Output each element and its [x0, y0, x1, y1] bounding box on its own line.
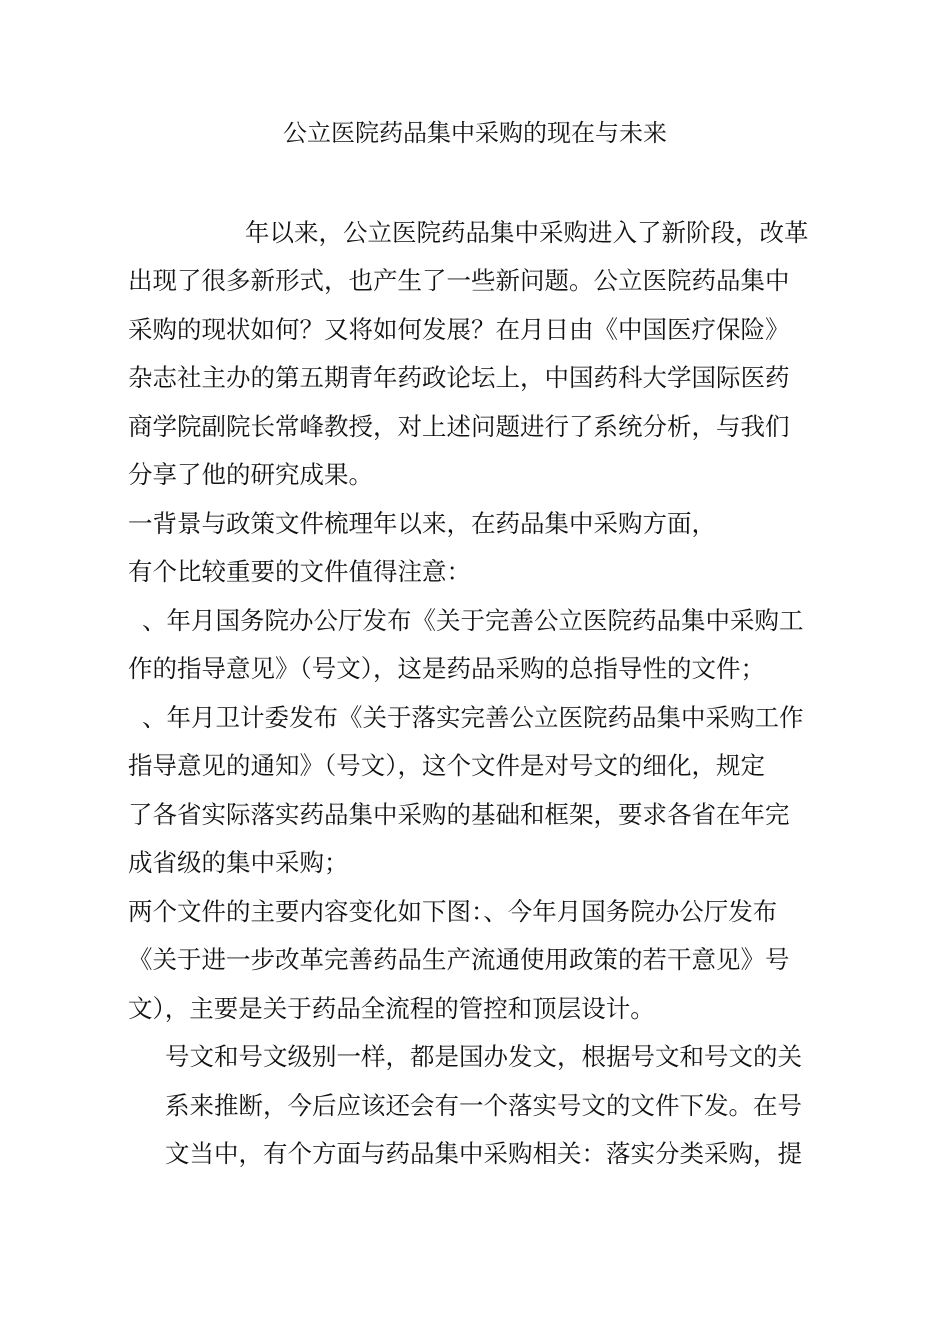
- indented-paragraph-line: 系来推断，今后应该还会有一个落实号文的文件下发。在号: [165, 1091, 802, 1120]
- list-item-line: 、年月卫计委发布《关于落实完善公立医院药品集中采购工作: [142, 703, 804, 732]
- paragraph-line: 采购的现状如何？又将如何发展？在月日由《中国医疗保险》: [128, 315, 790, 344]
- paragraph-line: 文），主要是关于药品全流程的管控和顶层设计。: [128, 994, 655, 1023]
- paragraph-line: 了各省实际落实药品集中采购的基础和框架，要求各省在年完: [128, 800, 790, 829]
- document-title: 公立医院药品集中采购的现在与未来: [283, 119, 667, 147]
- paragraph-line: 两个文件的主要内容变化如下图：、今年月国务院办公厅发布: [128, 897, 778, 926]
- paragraph-line: 有个比较重要的文件值得注意：: [128, 557, 471, 586]
- paragraph-line: 商学院副院长常峰教授，对上述问题进行了系统分析，与我们: [128, 412, 790, 441]
- paragraph-line: 出现了很多新形式，也产生了一些新问题。公立医院药品集中: [128, 266, 790, 295]
- paragraph-line: 成省级的集中采购；: [128, 848, 349, 877]
- paragraph-line: 一背景与政策文件梳理年以来，在药品集中采购方面，: [128, 509, 716, 538]
- paragraph-line: 《关于进一步改革完善药品生产流通使用政策的若干意见》号: [128, 945, 790, 974]
- paragraph-line: 杂志社主办的第五期青年药政论坛上，中国药科大学国际医药: [128, 363, 790, 392]
- paragraph-line: 年以来，公立医院药品集中采购进入了新阶段，改革: [245, 218, 809, 247]
- list-item-line: 、年月国务院办公厅发布《关于完善公立医院药品集中采购工: [142, 606, 804, 635]
- paragraph-line: 作的指导意见》（号文），这是药品采购的总指导性的文件；: [128, 654, 765, 683]
- indented-paragraph-line: 文当中，有个方面与药品集中采购相关：落实分类采购，提: [165, 1139, 802, 1168]
- paragraph-line: 指导意见的通知》（号文），这个文件是对号文的细化，规定: [128, 751, 765, 780]
- paragraph-line: 分享了他的研究成果。: [128, 460, 373, 489]
- indented-paragraph-line: 号文和号文级别一样，都是国办发文，根据号文和号文的关: [165, 1042, 802, 1071]
